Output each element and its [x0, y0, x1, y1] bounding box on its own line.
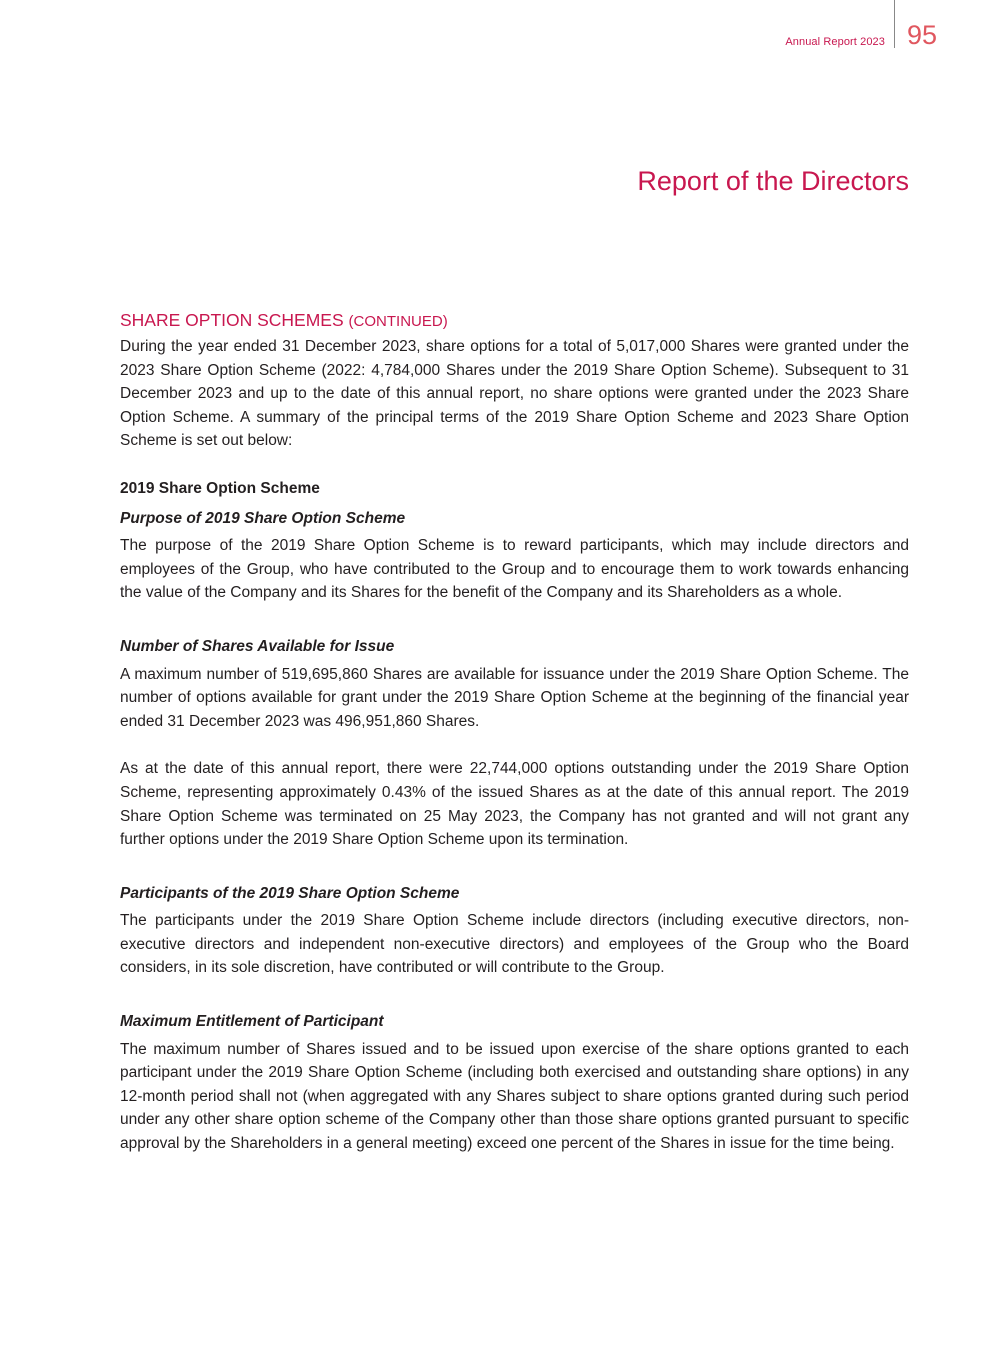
page-number: 95 [907, 20, 938, 50]
intro-paragraph: During the year ended 31 December 2023, share options for a total of 5,017,000 Shares were granted under the 2023 Share Option Scheme (2022: 4,784,000 Shares under the 2019 Share Option Scheme). Subsequent to 31 December 2023 and up to the date of this annual report, no share options were granted under the 2023 Share Option Scheme. A summary of the principal terms of the 2019 Share Option Scheme and 2023 Share Option Scheme is set out below: [120, 338, 909, 450]
running-header [0, 0, 1006, 60]
scheme-title: 2019 Share Option Scheme [120, 479, 320, 497]
section-heading [120, 310, 909, 331]
subsection-title-participants: Participants of the 2019 Share Option Scheme [120, 884, 460, 902]
subsection-title-shares-available: Number of Shares Available for Issue [120, 637, 395, 655]
section-heading-text: SHARE OPTION SCHEMES [120, 310, 344, 330]
paragraph-max-entitlement: The maximum number of Shares issued and to be issued upon exercise of the share options granted to each participant under the 2019 Share Option Scheme (including both exercised and outstanding share options) in any 12-month period shall not (when aggregated with any Shares subject to share options granted during such period under any other share option scheme of the Company other than those share options granted pursuant to specific approval by the Shareholders in a general meeting) exceed one percent of the Shares in issue for the time being. [120, 1040, 909, 1153]
main-content [120, 310, 909, 1156]
subsection-title-max-entitlement: Maximum Entitlement of Participant [120, 1013, 384, 1031]
header-divider [894, 0, 895, 48]
paragraph-options-outstanding: As at the date of this annual report, there were 22,744,000 options outstanding under the 2019 Share Option Scheme, representing approximately 0.43% of the issued Shares as at the date of this annual report. The 2019 Share Option Scheme was terminated on 25 May 2023, the Company has not granted and will not grant any further options under the 2019 Share Option Scheme upon its termination. [120, 760, 909, 849]
page-title: Report of the Directors [637, 166, 909, 196]
section-heading-suffix: (CONTINUED) [348, 313, 448, 330]
paragraph-purpose: The purpose of the 2019 Share Option Scheme is to reward participants, which may include directors and employees of the Group, who have contributed to the Group and to encourage them to work towards enhancing the value of the Company and its Shares for the benefit of the Company and its Shareholders as a whole. [120, 537, 909, 602]
subsection-title-purpose: Purpose of 2019 Share Option Scheme [120, 509, 406, 527]
paragraph-participants: The participants under the 2019 Share Option Scheme include directors (including executive directors, non-executive directors and independent non-executive directors) and employees of the Group who the Board considers, in its sole discretion, have contributed or will contribute to the Group. [120, 912, 909, 977]
paragraph-shares-available: A maximum number of 519,695,860 Shares are available for issuance under the 2019 Share Option Scheme. The number of options available for grant under the 2019 Share Option Scheme at the beginning of the financial year ended 31 December 2023 was 496,951,860 Shares. [120, 665, 909, 730]
report-label: Annual Report 2023 [785, 36, 885, 48]
